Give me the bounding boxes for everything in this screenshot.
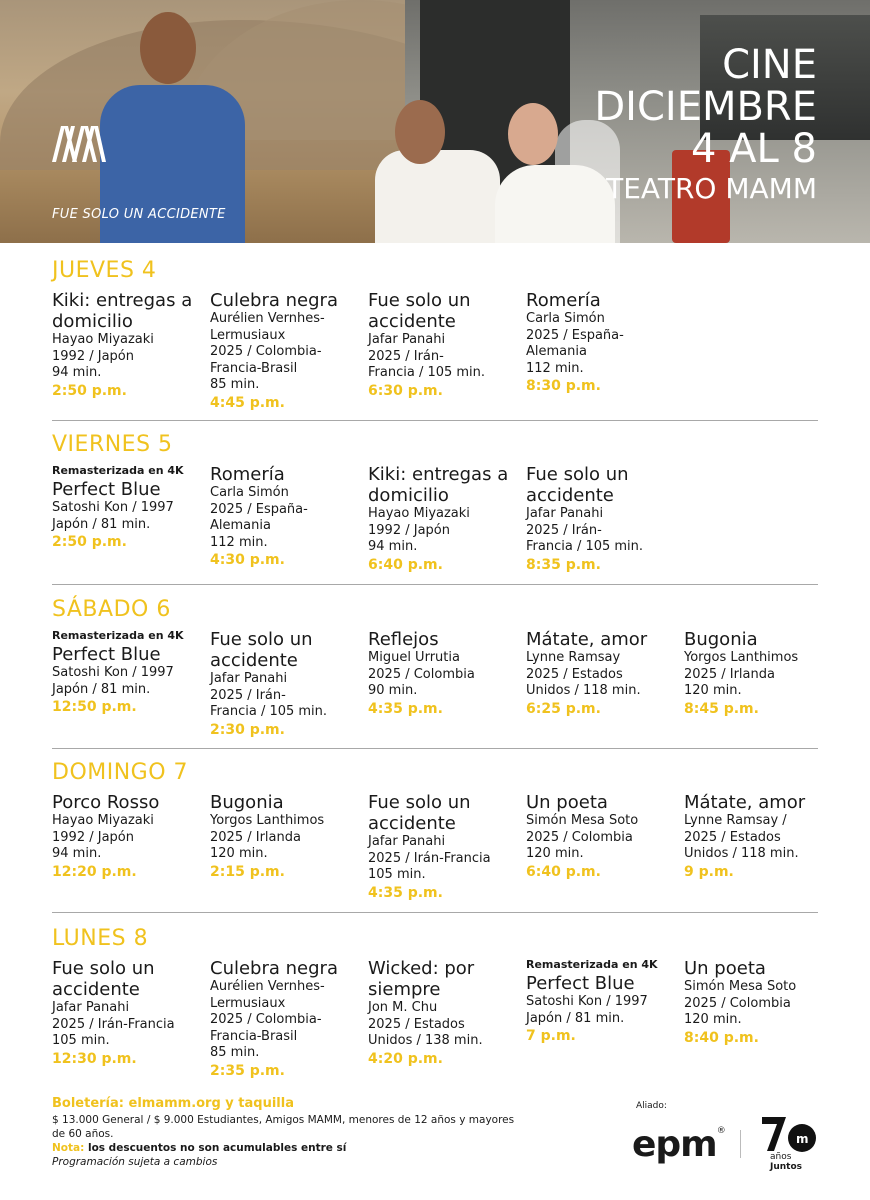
seventy-years-icon — [760, 1114, 820, 1154]
film-info-line: Francia-Brasil — [210, 360, 298, 376]
film-title: Perfect Blue — [52, 479, 161, 500]
film-title: Mátate, amor — [684, 792, 806, 813]
showtime: 2:50 p.m. — [52, 534, 127, 550]
film-info-line: 1992 / Japón — [52, 829, 134, 845]
film-info-line: 105 min. — [368, 867, 426, 882]
film-title: Romería — [526, 290, 601, 311]
film-title: Romería — [210, 464, 285, 485]
showtime: 12:50 p.m. — [52, 699, 137, 715]
remaster-badge: Remasterizada en 4K — [52, 629, 184, 642]
film-info-line: 2025 / Irlanda — [210, 829, 301, 845]
film-info-line: Lermusiaux — [210, 995, 286, 1011]
showtime: 6:40 p.m. — [526, 863, 601, 880]
showtime: 6:40 p.m. — [368, 556, 443, 573]
film-title: Mátate, amor — [526, 629, 648, 650]
film-info-line: 2025 / Estados — [368, 1016, 465, 1032]
film-info-line: 2025 / Estados — [684, 829, 781, 845]
film-info-line: 1992 / Japón — [52, 348, 134, 364]
film-listing — [684, 958, 842, 1047]
film-info-line: Carla Simón — [526, 311, 605, 326]
film-info-line: 2025 / Colombia — [368, 666, 475, 682]
sponsor-divider — [740, 1130, 741, 1158]
venue: TEATRO MAMM — [606, 172, 817, 205]
schedule-disclaimer: Programación sujeta a cambios — [52, 1156, 218, 1168]
film-info-line: Unidos / 118 min. — [526, 683, 641, 698]
film-info-line: 2025 / Irán- — [368, 348, 444, 364]
note-label: Nota: — [52, 1142, 85, 1154]
film-info-line: 1992 / Japón — [368, 522, 450, 538]
film-title: Kiki: entregas a domicilio — [52, 290, 193, 332]
day-heading: JUEVES 4 — [52, 258, 157, 283]
film-info-line: Miguel Urrutia — [368, 650, 460, 665]
svg-text:m: m — [796, 1132, 809, 1146]
film-info-line: Unidos / 118 min. — [684, 846, 799, 861]
day-heading: VIERNES 5 — [52, 432, 173, 457]
ally-label: Aliado: — [636, 1101, 667, 1111]
showtime: 9 p.m. — [684, 863, 734, 880]
film-info-line: Jafar Panahi — [368, 834, 446, 849]
film-info-line: 94 min. — [368, 539, 418, 554]
film-info-line: Jafar Panahi — [368, 332, 446, 347]
note-text: los descuentos no son acumulables entre sí — [84, 1142, 347, 1154]
showtime: 4:45 p.m. — [210, 394, 285, 411]
film-listing — [52, 958, 210, 1068]
film-title: Fue solo un accidente — [368, 792, 471, 834]
film-listing — [526, 792, 684, 881]
film-info-line: 120 min. — [684, 1012, 742, 1027]
film-info-line: 90 min. — [368, 683, 418, 698]
showtime: 2:15 p.m. — [210, 863, 285, 880]
discount-note — [52, 1141, 522, 1155]
film-title: Kiki: entregas a domicilio — [368, 464, 509, 506]
film-title: Fue solo un accidente — [368, 290, 471, 332]
film-title: Culebra negra — [210, 958, 338, 979]
showtime: 4:35 p.m. — [368, 700, 443, 717]
film-listing — [526, 629, 684, 718]
film-listing — [526, 290, 684, 395]
film-info-line: Lynne Ramsay / — [684, 813, 787, 828]
film-info-line: 120 min. — [210, 846, 268, 861]
showtime: 2:50 p.m. — [52, 382, 127, 399]
showtime: 2:30 p.m. — [210, 721, 285, 738]
showtime: 12:30 p.m. — [52, 1050, 137, 1067]
showtime: 8:45 p.m. — [684, 700, 759, 717]
years-word: años — [770, 1152, 792, 1162]
footer-info — [52, 1096, 522, 1169]
film-listing — [210, 629, 368, 739]
film-title: Un poeta — [684, 958, 766, 979]
film-listing — [52, 464, 210, 551]
film-listing — [684, 629, 842, 718]
film-title: Fue solo un accidente — [52, 958, 155, 1000]
film-title: Reflejos — [368, 629, 439, 650]
film-listing — [684, 792, 842, 881]
film-listing — [52, 792, 210, 881]
day-divider — [52, 748, 818, 749]
showtime: 7 p.m. — [526, 1028, 576, 1044]
registered-mark: ® — [716, 1126, 725, 1136]
film-title: Perfect Blue — [526, 973, 635, 994]
film-info-line: Satoshi Kon / 1997 — [52, 500, 174, 515]
film-info-line: Hayao Miyazaki — [52, 813, 154, 828]
film-info-line: Francia-Brasil — [210, 1028, 298, 1044]
film-info-line: 120 min. — [684, 683, 742, 698]
film-info-line: Francia / 105 min. — [526, 539, 644, 554]
film-info-line: Jafar Panahi — [52, 1000, 130, 1015]
film-info-line: Hayao Miyazaki — [52, 332, 154, 347]
film-title: Perfect Blue — [52, 644, 161, 665]
showtime: 6:30 p.m. — [368, 382, 443, 399]
film-title: Porco Rosso — [52, 792, 160, 813]
film-listing — [210, 290, 368, 412]
film-title: Un poeta — [526, 792, 608, 813]
film-info-line: Alemania — [210, 518, 271, 533]
film-info-line: 2025 / Estados — [526, 666, 623, 682]
film-info-line: 120 min. — [526, 846, 584, 861]
showtime: 6:25 p.m. — [526, 700, 601, 717]
ticket-prices: $ 13.000 General / $ 9.000 Estudiantes, Amigos MAMM, menores de 12 años y mayores de 60 años. — [52, 1114, 515, 1140]
film-info-line: 2025 / Irán-Francia — [52, 1016, 175, 1032]
film-info-line: 94 min. — [52, 365, 102, 380]
film-info-line: 94 min. — [52, 846, 102, 861]
film-listing — [526, 464, 684, 574]
film-listing — [210, 464, 368, 569]
film-info-line: 2025 / Colombia — [526, 829, 633, 845]
film-listing — [210, 792, 368, 881]
film-info-line: 2025 / Colombia- — [210, 344, 322, 359]
boxoffice-info: Boletería: elmamm.org y taquilla — [52, 1096, 294, 1111]
film-info-line: Francia / 105 min. — [368, 365, 486, 380]
film-info-line: Lynne Ramsay — [526, 650, 621, 665]
day-heading: LUNES 8 — [52, 926, 149, 951]
film-title: Culebra negra — [210, 290, 338, 311]
remaster-badge: Remasterizada en 4K — [526, 958, 658, 971]
film-title: Bugonia — [684, 629, 758, 650]
title-line: CINE — [722, 42, 817, 88]
mamm-70-anos-logo — [760, 1114, 820, 1172]
showtime: 12:20 p.m. — [52, 863, 137, 880]
film-info-line: 2025 / Irán-Francia — [368, 850, 491, 866]
hero-banner — [0, 0, 870, 243]
film-info-line: 2025 / Irán- — [526, 522, 602, 538]
day-heading: SÁBADO 6 — [52, 597, 171, 622]
film-info-line: Alemania — [526, 344, 587, 359]
film-info-line: Japón / 81 min. — [52, 681, 151, 697]
film-info-line: Simón Mesa Soto — [526, 813, 639, 828]
film-info-line: Aurélien Vernhes- — [210, 311, 325, 326]
film-info-line: Francia / 105 min. — [210, 704, 328, 719]
film-info-line: Lermusiaux — [210, 327, 286, 343]
film-info-line: Aurélien Vernhes- — [210, 979, 325, 994]
film-info-line: 112 min. — [526, 360, 584, 376]
film-info-line: Jafar Panahi — [210, 671, 288, 686]
day-divider — [52, 912, 818, 913]
film-info-line: 2025 / España- — [526, 327, 624, 343]
film-info-line: 85 min. — [210, 1045, 260, 1060]
film-info-line: 112 min. — [210, 534, 268, 550]
film-info-line: 2025 / Colombia- — [210, 1012, 322, 1027]
film-listing — [210, 958, 368, 1080]
showtime: 8:40 p.m. — [684, 1029, 759, 1046]
film-listing — [52, 629, 210, 716]
film-info-line: 2025 / España- — [210, 501, 308, 517]
film-info-line: 2025 / Colombia — [684, 995, 791, 1011]
day-divider — [52, 420, 818, 421]
film-title: Fue solo un accidente — [210, 629, 313, 671]
film-listing — [52, 290, 210, 400]
film-info-line: Yorgos Lanthimos — [684, 650, 799, 665]
film-info-line: 2025 / Irlanda — [684, 666, 775, 682]
title-line: 4 AL 8 — [691, 126, 817, 172]
film-info-line: Simón Mesa Soto — [684, 979, 797, 994]
title-line: DICIEMBRE — [594, 84, 817, 130]
film-title: Bugonia — [210, 792, 284, 813]
day-divider — [52, 584, 818, 585]
film-listing — [368, 792, 526, 902]
event-title — [594, 44, 817, 206]
showtime: 8:30 p.m. — [526, 378, 601, 394]
film-info-line: Jon M. Chu — [368, 1000, 438, 1015]
epm-logo — [632, 1124, 725, 1165]
film-info-line: Unidos / 138 min. — [368, 1033, 483, 1048]
showtime: 4:20 p.m. — [368, 1050, 443, 1067]
together-word: Juntos — [770, 1162, 803, 1172]
showtime: 4:35 p.m. — [368, 884, 443, 901]
years-together-label — [770, 1152, 802, 1172]
film-info-line: Satoshi Kon / 1997 — [52, 665, 174, 680]
film-info-line: 85 min. — [210, 377, 260, 392]
film-info-line: Hayao Miyazaki — [368, 506, 470, 521]
remaster-badge: Remasterizada en 4K — [52, 464, 184, 477]
film-title: Fue solo un accidente — [526, 464, 629, 506]
mamm-logo-icon — [52, 126, 106, 162]
film-listing — [368, 958, 526, 1068]
film-info-line: Carla Simón — [210, 485, 289, 500]
showtime: 8:35 p.m. — [526, 556, 601, 573]
film-listing — [368, 290, 526, 400]
film-info-line: Satoshi Kon / 1997 — [526, 994, 648, 1009]
day-heading: DOMINGO 7 — [52, 760, 189, 785]
film-info-line: Japón / 81 min. — [52, 516, 151, 532]
film-info-line: Jafar Panahi — [526, 506, 604, 521]
film-listing — [368, 464, 526, 574]
showtime: 4:30 p.m. — [210, 552, 285, 568]
hero-caption: FUE SOLO UN ACCIDENTE — [52, 207, 226, 222]
showtime: 2:35 p.m. — [210, 1062, 285, 1079]
film-listing — [526, 958, 684, 1045]
film-info-line: Japón / 81 min. — [526, 1010, 625, 1026]
film-listing — [368, 629, 526, 718]
epm-wordmark: epm — [632, 1124, 717, 1165]
film-title: Wicked: por siempre — [368, 958, 475, 1000]
film-info-line: 2025 / Irán- — [210, 687, 286, 703]
film-info-line: Yorgos Lanthimos — [210, 813, 325, 828]
film-info-line: 105 min. — [52, 1033, 110, 1048]
